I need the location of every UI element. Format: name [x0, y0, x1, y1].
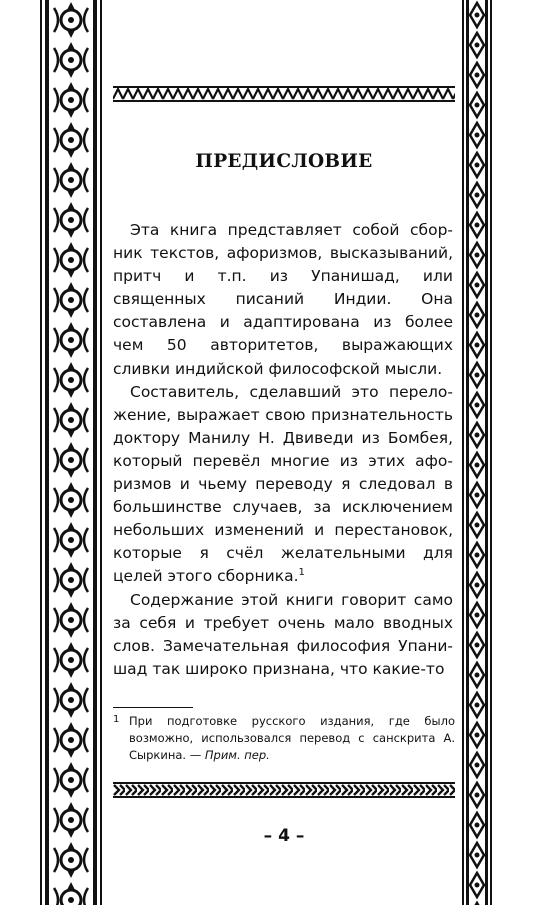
ornament-pattern-icon: [464, 0, 490, 905]
footnote-translator-note: Прим. пер.: [204, 748, 270, 762]
ornament-pattern-icon: [42, 0, 100, 905]
paragraph: Содержание этой книги говорит само за себя и требует очень мало вводных слов. Замечательная философия Упанишад так широко признана, что какие-то: [113, 590, 453, 678]
footnote-number: 1: [113, 714, 120, 725]
right-ornament-border: [462, 0, 492, 905]
paragraph: Эта книга представляет собой сборник текстов, афоризмов, высказываний, притч и т.п. из Упанишад, или священных писаний Индии. Она составлена и адаптирована из более чем 50 авторитетов, выражающих сливки индийской философской мысли.: [113, 221, 453, 378]
body-text: [113, 219, 453, 681]
paragraph-text: Составитель, сделавший это переложение, выражает свою признательность доктору Манилу Н. Двиведи из Бомбея, который перевёл многие из этих афоризмов и чьему переводу я следовал в большинстве случаев, за исключением небольших изменений и перестановок, которые я счёл желательными для целей этого сборника.: [113, 382, 453, 586]
bottom-ornament-bar: [113, 782, 455, 798]
footnote-divider: [113, 707, 193, 708]
page-number: – 4 –: [263, 826, 305, 846]
footnote-marker[interactable]: 1: [298, 567, 305, 579]
footnote-text: [129, 713, 455, 764]
footnote-body: При подготовке русского издания, где было возможно, использовался перевод с санскрита А. Сыркина. —: [129, 714, 455, 762]
top-ornament-bar: [113, 86, 455, 102]
ornament-pattern-icon: [113, 88, 455, 100]
left-ornament-border: [40, 0, 102, 905]
page-title: ПРЕДИСЛОВИЕ: [195, 151, 373, 172]
paragraph: [113, 381, 453, 589]
ornament-pattern-icon: [113, 784, 455, 796]
footnote: [113, 713, 455, 764]
